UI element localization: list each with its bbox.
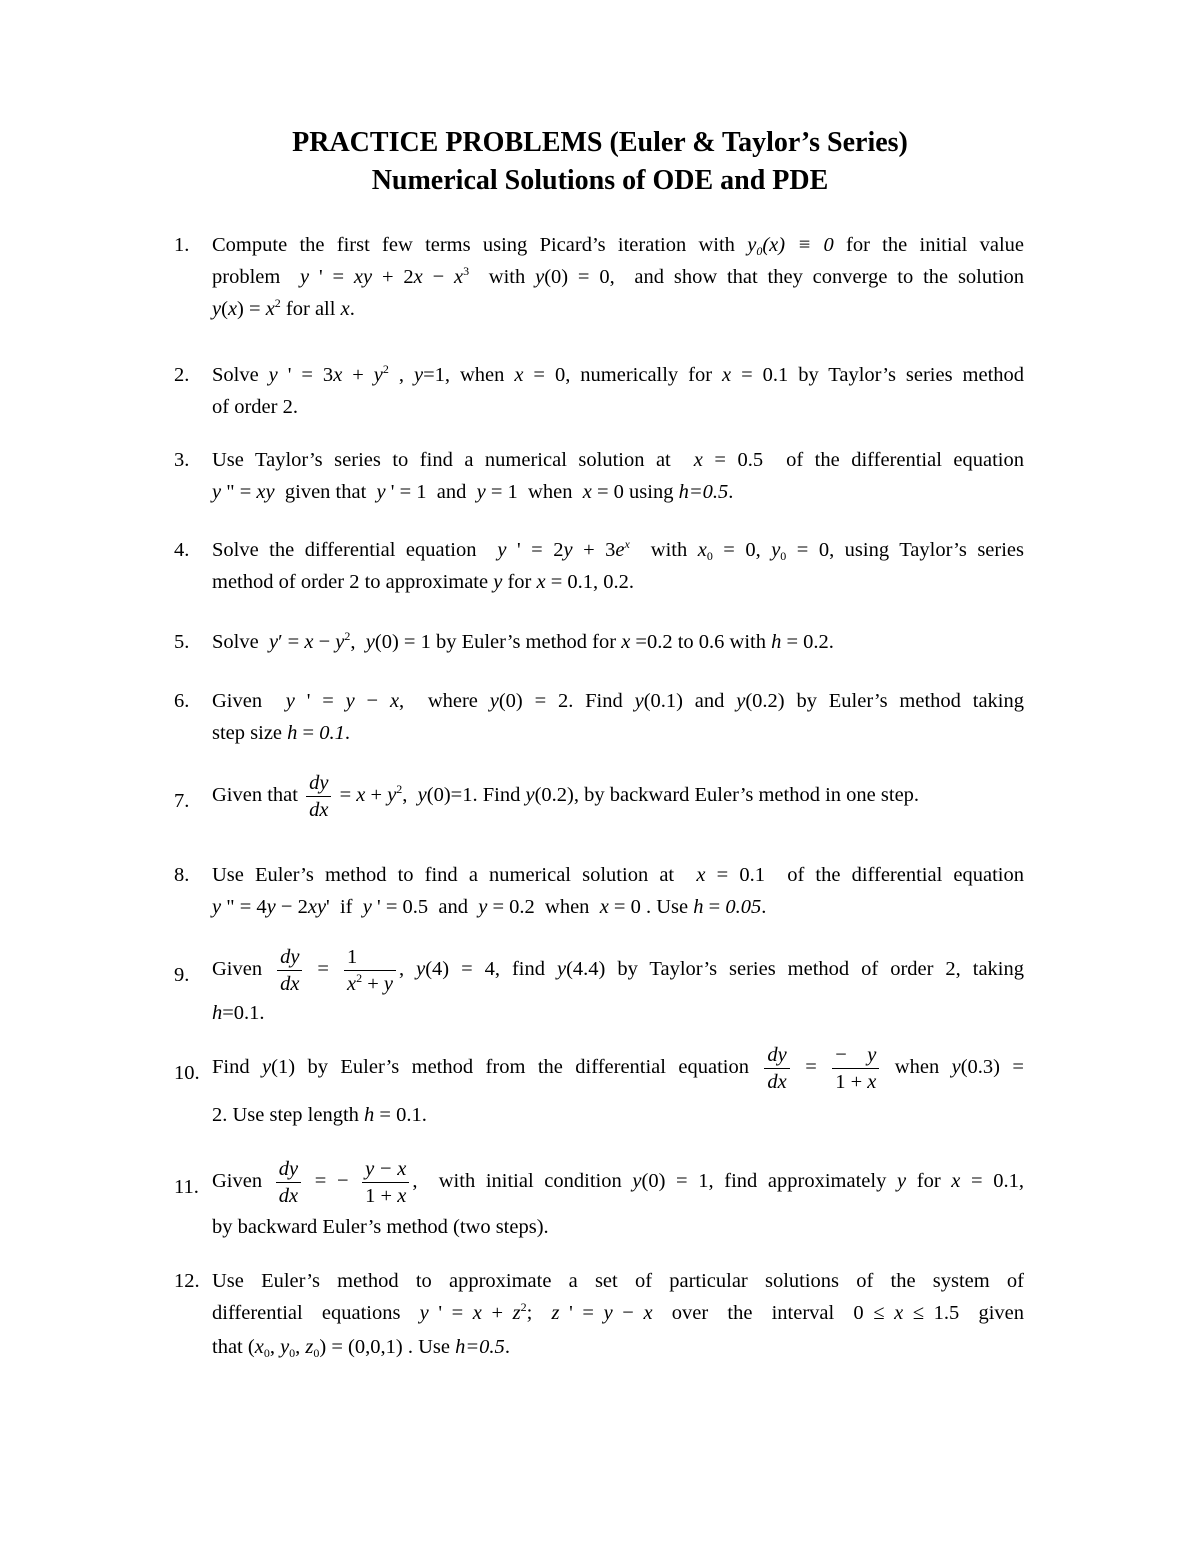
problem-12 (174, 1265, 1024, 1365)
problem-text: Given $\frac{dy}{dx}$ = − $\frac{y - x}{1 + x}$ , with initial condition y(0) = 1, find approximately y for x = 0.1, by backward Euler’s method (two steps). (212, 1158, 1025, 1238)
problem-text: Use Taylor’s series to find a numerical solution at x = 0.5 of the differential equation y " = xy given that y ' = 1 and y = 1 when x = 0 using h=0.5. (212, 449, 1024, 503)
document-title: PRACTICE PROBLEMS (Euler & Taylor’s Series) (292, 127, 908, 158)
problem-number: 7. (174, 790, 190, 812)
problem-6 (174, 685, 1024, 749)
problem-text: Compute the first few terms using Picard’s iteration with $y_0(x) \equiv 0$ for the initial value problem y ' = xy + $2x - x^3$ with y(0) = 0, and show that they converge to the solution $y(x) = x^2$ for all x. (212, 234, 1025, 320)
fraction: $\frac{y - x}{1 + x}$ (362, 1156, 409, 1209)
fraction: $\frac{1}{x^2 + y}$ (344, 944, 396, 997)
problem-text: Solve y ' = $3x + y^2$ , y=1, when x = 0, numerically for x = 0.1 by Taylor’s series method of order 2. (212, 362, 1025, 418)
problem-7 (174, 770, 1024, 823)
problem-text: Solve $y' = x - y^2$, y(0) = 1 by Euler’s method for x =0.2 to 0.6 with h = 0.2. (212, 629, 834, 653)
problem-11 (174, 1156, 1024, 1245)
problem-number: 8. (174, 864, 190, 886)
problem-text: Given $\frac{dy}{dx}$ = $\frac{1}{x^2 + y}$ , y(4) = 4, find y(4.4) by Taylor’s series method of order 2, taking h=0.1. (212, 946, 1024, 1024)
problem-number: 1. (174, 234, 190, 256)
problem-number: 2. (174, 364, 190, 386)
problem-text: Given y ' = y − x, where y(0) = 2. Find y(0.1) and y(0.2) by Euler’s method taking step size h = 0.1. (212, 690, 1024, 744)
problem-number: 11. (174, 1176, 199, 1198)
problem-number: 9. (174, 964, 190, 986)
problem-number: 5. (174, 631, 190, 653)
fraction: $\frac{dy}{dx}$ (764, 1042, 789, 1095)
fraction: $\frac{- y}{1 + x}$ (832, 1042, 879, 1095)
problem-text: Find y(1) by Euler’s method from the differential equation $\frac{dy}{dx}$ = $\frac{- y}{1 + x}$ when y(0.3) = 2. Use step length h = 0.1. (212, 1044, 1024, 1126)
problem-number: 3. (174, 449, 190, 471)
problem-1 (174, 229, 1024, 325)
fraction: $\frac{dy}{dx}$ (276, 1156, 301, 1209)
fraction: $\frac{dy}{dx}$ (306, 770, 331, 823)
problem-text: Use Euler’s method to approximate a set of particular solutions of the system of differential equations y ' = $x + z^2$; z ' = y − x over the interval 0 ≤ x ≤ 1.5 given that ($x_0$, $y_0$, $z_0) = (0,0,1)$ . Use h=0.5. (212, 1270, 1025, 1360)
problem-8 (174, 859, 1024, 923)
problem-number: 6. (174, 690, 190, 712)
problem-text: Solve the differential equation y ' = $2y + 3e^x$ with $x_0 = 0$, $y_0 = 0$, using Taylor’s series method of order 2 to approximate y for x = 0.1, 0.2. (212, 537, 1025, 593)
fraction: $\frac{dy}{dx}$ (277, 944, 302, 997)
problem-number: 10. (174, 1062, 200, 1084)
problem-5 (174, 626, 1024, 658)
document-subtitle: Numerical Solutions of ODE and PDE (371, 165, 829, 196)
problem-number: 12. (174, 1270, 200, 1292)
problem-3 (174, 444, 1024, 508)
problem-2 (174, 359, 1024, 423)
problem-number: 4. (174, 539, 190, 561)
problem-10 (174, 1042, 1024, 1135)
problem-9 (174, 944, 1024, 1029)
document-header (0, 124, 1200, 200)
problem-text: Use Euler’s method to find a numerical solution at x = 0.1 of the differential equation y " = 4y − 2xy' if y ' = 0.5 and y = 0.2 when x = 0 . Use h = 0.05. (212, 864, 1024, 918)
problem-text: Given that $\frac{dy}{dx}$ = $x + y^2$, y(0)=1. Find y(0.2), by backward Euler’s method in one step. (212, 772, 920, 821)
problem-4 (174, 534, 1024, 598)
